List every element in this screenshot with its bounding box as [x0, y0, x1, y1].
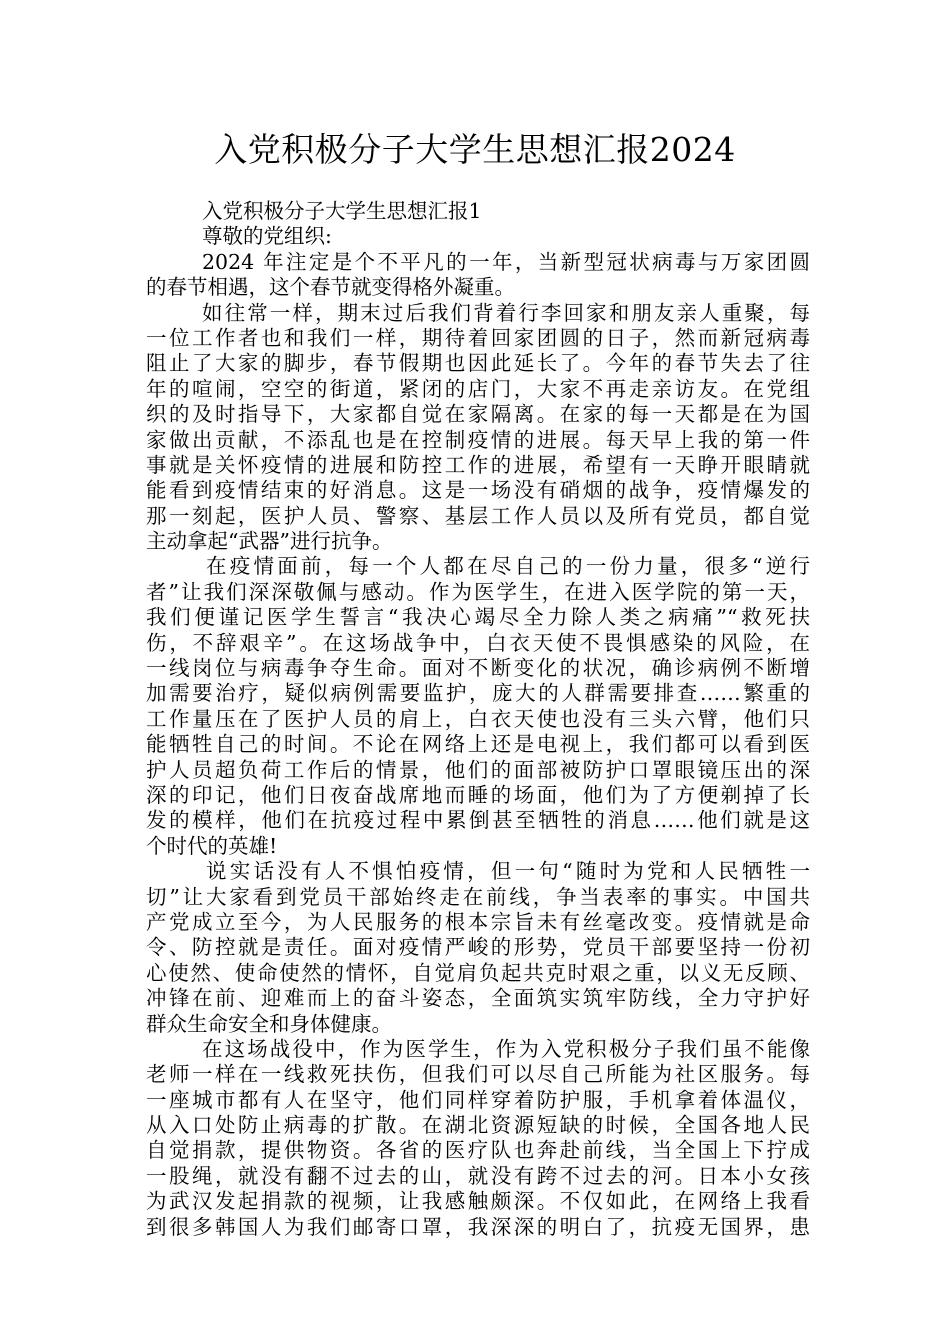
paragraph-line: 在疫情面前，每一个人都在尽自己的一份力量，很多“逆行	[206, 554, 810, 579]
paragraph-line: 老师一样在一线救死扶伤，但我们可以尽自己所能为社区服务。每	[146, 1062, 810, 1087]
paragraph-line: 一线岗位与病毒争夺生命。面对不断变化的状况，确诊病例不断增	[146, 656, 810, 681]
paragraph-line: 工作量压在了医护人员的肩上，白衣天使也没有三头六臂，他们只	[146, 706, 810, 731]
paragraph-line: 个时代的英雄!	[146, 833, 278, 858]
paragraph-line: 一座城市都有人在坚守，他们同样穿着防护服，手机拿着体温仪，	[146, 1087, 810, 1112]
paragraph-line: 自觉捐款，提供物资。各省的医疗队也奔赴前线，当全国上下拧成	[146, 1138, 810, 1163]
paragraph-line: 护人员超负荷工作后的情景，他们的面部被防护口罩眼镜压出的深	[146, 757, 810, 782]
paragraph-line: 切”让大家看到党员干部始终走在前线，争当表率的事实。中国共	[146, 884, 810, 909]
paragraph-line: 说实话没有人不惧怕疫情，但一句“随时为党和人民牺牲一	[206, 859, 810, 884]
paragraph-line: 事就是关怀疫情的进展和防控工作的进展，希望有一天睁开眼睛就	[146, 452, 810, 477]
paragraph-list	[146, 250, 810, 1240]
paragraph-line: 年的喧闹，空空的街道，紧闭的店门，大家不再走亲访友。在党组	[146, 376, 810, 401]
paragraph-line: 到很多韩国人为我们邮寄口罩，我深深的明白了，抗疫无国界，患	[146, 1214, 810, 1239]
paragraph	[146, 859, 810, 1037]
paragraph-line: 加需要治疗，疑似病例需要监护，庞大的人群需要排查……繁重的	[146, 681, 810, 706]
paragraph-line: 2024 年注定是个不平凡的一年，当新型冠状病毒与万家团圆	[202, 249, 810, 274]
paragraph-line: 能牺牲自己的时间。不论在网络上还是电视上，我们都可以看到医	[146, 732, 810, 757]
paragraph	[146, 1037, 810, 1240]
paragraph-line: 伤，不辞艰辛”。在这场战争中，白衣天使不畏惧感染的风险，在	[146, 630, 810, 655]
paragraph-line: 我们便谨记医学生誓言“我决心竭尽全力除人类之病痛”“救死扶	[146, 605, 810, 630]
paragraph-line: 家做出贡献，不添乱也是在控制疫情的进展。每天早上我的第一件	[146, 427, 810, 452]
paragraph-line: 那一刻起，医护人员、警察、基层工作人员以及所有党员，都自觉	[146, 503, 810, 528]
paragraph	[146, 554, 810, 859]
paragraph-line: 发的模样，他们在抗疫过程中累倒甚至牺牲的消息……他们就是这	[146, 808, 810, 833]
paragraph-line: 者”让我们深深敬佩与感动。作为医学生，在进入医学院的第一天，	[146, 579, 810, 604]
paragraph-line: 心使然、使命使然的情怀，自觉肩负起共克时艰之重，以义无反顾、	[146, 960, 810, 985]
paragraph-line: 令、防控就是责任。面对疫情严峻的形势，党员干部要坚持一份初	[146, 935, 810, 960]
document-subtitle: 入党积极分子大学生思想汇报1	[202, 199, 482, 223]
paragraph-line: 的春节相遇，这个春节就变得格外凝重。	[146, 275, 515, 300]
paragraph-line: 一位工作者也和我们一样，期待着回家团圆的日子，然而新冠病毒	[146, 325, 810, 350]
paragraph-line: 主动拿起“武器”进行抗争。	[146, 529, 393, 554]
paragraph-line: 产党成立至今，为人民服务的根本宗旨未有丝毫改变。疫情就是命	[146, 909, 810, 934]
paragraph	[146, 250, 810, 301]
paragraph-line: 从入口处防止病毒的扩散。在湖北资源短缺的时候，全国各地人民	[146, 1113, 810, 1138]
paragraph-line: 如往常一样，期末过后我们背着行李回家和朋友亲人重聚，每	[202, 300, 810, 325]
paragraph	[146, 301, 810, 555]
paragraph-line: 群众生命安全和身体健康。	[146, 1011, 392, 1036]
paragraph-line: 一股绳，就没有翻不过去的山，就没有跨不过去的河。日本小女孩	[146, 1163, 810, 1188]
paragraph-line: 冲锋在前、迎难而上的奋斗姿态，全面筑实筑牢防线，全力守护好	[146, 986, 810, 1011]
paragraph-line: 为武汉发起捐款的视频，让我感触颇深。不仅如此，在网络上我看	[146, 1189, 810, 1214]
salutation: 尊敬的党组织:	[202, 224, 332, 249]
paragraph-line: 阻止了大家的脚步，春节假期也因此延长了。今年的春节失去了往	[146, 351, 810, 376]
paragraph-line: 深的印记，他们日夜奋战席地而睡的场面，他们为了方便剃掉了长	[146, 782, 810, 807]
document-body	[146, 199, 810, 1240]
paragraph-line: 能看到疫情结束的好消息。这是一场没有硝烟的战争，疫情爆发的	[146, 478, 810, 503]
paragraph-line: 织的及时指导下，大家都自觉在家隔离。在家的每一天都是在为国	[146, 402, 810, 427]
paragraph-line: 在这场战役中，作为医学生，作为入党积极分子我们虽不能像	[202, 1036, 810, 1061]
document-title: 入党积极分子大学生思想汇报2024	[214, 130, 736, 169]
